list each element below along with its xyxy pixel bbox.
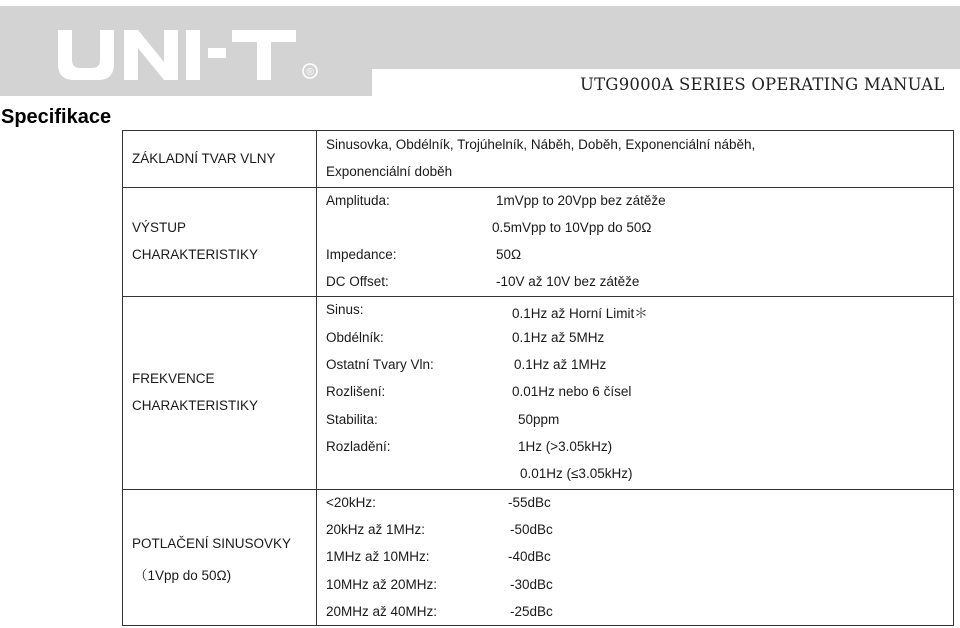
impedance-value: 50Ω <box>496 247 522 262</box>
harmonic-value: -40dBc <box>508 549 551 564</box>
harmonic-value: -30dBc <box>510 577 553 592</box>
resolution-label: Rozlišení: <box>326 384 386 399</box>
sweep-label: Rozladění: <box>326 439 391 454</box>
row-label-output: VÝSTUP <box>132 220 187 235</box>
harmonic-value: -25dBc <box>510 604 553 619</box>
section-title: Specifikace <box>1 106 112 128</box>
manual-title: UTG9000A SERIES OPERATING MANUAL <box>580 75 945 94</box>
dc-offset-label: DC Offset: <box>326 274 389 289</box>
registered-mark: ® <box>306 67 314 78</box>
table-row-divider <box>122 296 954 297</box>
sweep-value-below: 0.01Hz (≤3.05kHz) <box>520 466 633 481</box>
square-value: 0.1Hz až 5MHz <box>512 330 605 345</box>
sine-value: 0.1Hz až Horní Limit＊ <box>512 306 648 321</box>
resolution-value: 0.01Hz nebo 6 čísel <box>512 384 632 399</box>
harmonic-value: -55dBc <box>508 495 551 510</box>
uni-t-logo <box>0 6 372 96</box>
row-label-frequency: FREKVENCE <box>132 371 215 386</box>
amplitude-value-no-load: 1mVpp to 20Vpp bez zátěže <box>496 193 666 208</box>
brand-logo-banner <box>0 6 372 96</box>
harmonic-range: 10MHz až 20MHz: <box>326 577 438 592</box>
amplitude-label: Amplituda: <box>326 193 390 208</box>
basic-waveform-list-line2: Exponenciální doběh <box>326 164 453 179</box>
other-waveforms-label: Ostatní Tvary Vln: <box>326 357 434 372</box>
impedance-label: Impedance: <box>326 247 397 262</box>
header-bar <box>372 6 960 69</box>
stability-value: 50ppm <box>518 412 560 427</box>
square-label: Obdélník: <box>326 330 384 345</box>
sine-label: Sinus: <box>326 302 364 317</box>
harmonic-range: 20MHz až 40MHz: <box>326 604 438 619</box>
harmonic-range: 1MHz až 10MHz: <box>326 549 430 564</box>
row-label-harmonic-condition: （1Vpp do 50Ω) <box>134 568 232 583</box>
harmonic-value: -50dBc <box>510 522 553 537</box>
other-waveforms-value: 0.1Hz až 1MHz <box>514 357 607 372</box>
row-label-output-sub: CHARAKTERISTIKY <box>132 247 259 262</box>
row-label-harmonic: POTLAČENÍ SINUSOVKY <box>132 536 292 551</box>
row-label-basic-waveform: ZÁKLADNÍ TVAR VLNY <box>132 151 276 166</box>
stability-label: Stabilita: <box>326 412 378 427</box>
amplitude-value-50ohm: 0.5mVpp to 10Vpp do 50Ω <box>492 220 652 235</box>
sweep-value-above: 1Hz (>3.05kHz) <box>518 439 613 454</box>
row-label-frequency-sub: CHARAKTERISTIKY <box>132 398 259 413</box>
table-row-divider <box>122 187 954 188</box>
table-row-divider <box>122 489 954 490</box>
basic-waveform-list-line1: Sinusovka, Obdélník, Trojúhelník, Náběh, Doběh, Exponenciální náběh, <box>326 137 756 152</box>
dc-offset-value: -10V až 10V bez zátěže <box>496 274 640 289</box>
harmonic-range: 20kHz až 1MHz: <box>326 522 426 537</box>
harmonic-range: <20kHz: <box>326 495 376 510</box>
table-column-divider <box>316 130 317 626</box>
